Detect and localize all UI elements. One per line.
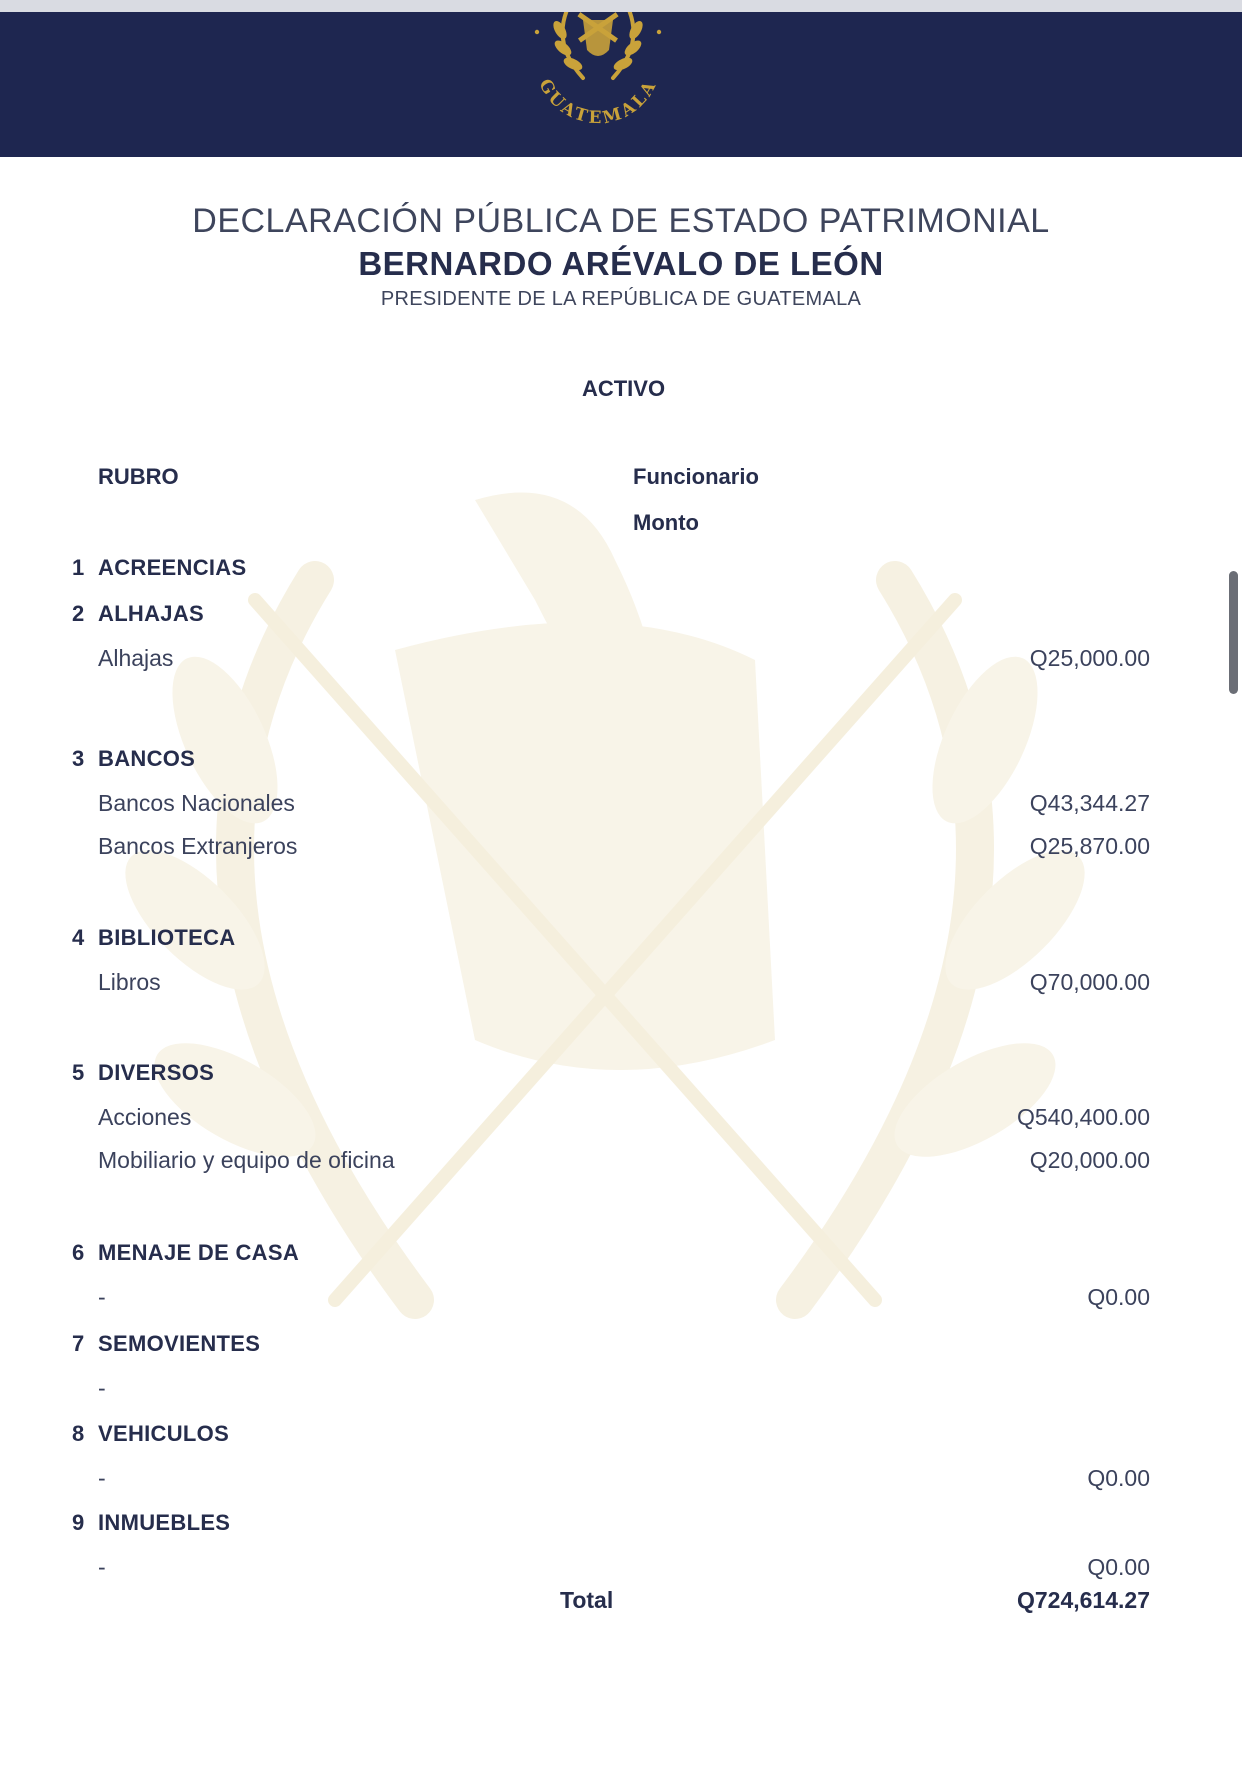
item-label: Mobiliario y equipo de oficina xyxy=(98,1147,395,1173)
item-label: Bancos Extranjeros xyxy=(98,833,298,859)
item-amount: Q0.00 xyxy=(1087,1465,1150,1491)
item-row xyxy=(0,1147,1242,1177)
item-amount: Q0.00 xyxy=(1087,1554,1150,1580)
item-row xyxy=(0,645,1242,675)
category-label: INMUEBLES xyxy=(98,1510,231,1535)
document-title: DECLARACIÓN PÚBLICA DE ESTADO PATRIMONIAL xyxy=(192,202,1050,240)
item-amount: Q540,400.00 xyxy=(1016,1104,1150,1130)
category-label: ACREENCIAS xyxy=(98,555,247,580)
header-banner xyxy=(0,12,1242,157)
item-amount: Q70,000.00 xyxy=(1029,969,1150,995)
total-label: Total xyxy=(560,1587,614,1613)
category-row xyxy=(0,1060,1242,1090)
category-label: BANCOS xyxy=(98,746,196,771)
official-name: BERNARDO ARÉVALO DE LEÓN xyxy=(358,245,884,282)
item-label: - xyxy=(98,1375,106,1401)
category-row xyxy=(0,746,1242,776)
category-number: 3 xyxy=(72,746,85,771)
item-amount: Q0.00 xyxy=(1087,1284,1150,1310)
item-label: - xyxy=(98,1465,106,1491)
category-row xyxy=(0,1240,1242,1270)
item-label: Acciones xyxy=(98,1104,192,1130)
item-amount: Q25,870.00 xyxy=(1029,833,1150,859)
category-label: DIVERSOS xyxy=(98,1060,215,1085)
guatemala-emblem-icon xyxy=(505,12,691,130)
item-row xyxy=(0,1465,1242,1495)
item-row xyxy=(0,969,1242,999)
item-row xyxy=(0,1375,1242,1405)
column-header-monto: Monto xyxy=(633,510,699,535)
section-title-activo: ACTIVO xyxy=(581,376,666,401)
browser-top-bar xyxy=(0,0,1242,12)
item-label: Libros xyxy=(98,969,161,995)
category-number: 5 xyxy=(72,1060,85,1085)
category-label: MENAJE DE CASA xyxy=(98,1240,300,1265)
total-amount: Q724,614.27 xyxy=(1016,1587,1150,1613)
category-number: 8 xyxy=(72,1421,85,1446)
category-row xyxy=(0,1421,1242,1451)
column-header-rubro: RUBRO xyxy=(98,464,179,489)
category-number: 9 xyxy=(72,1510,85,1535)
category-row xyxy=(0,925,1242,955)
item-label: Alhajas xyxy=(98,645,174,671)
item-row xyxy=(0,1284,1242,1314)
item-row xyxy=(0,790,1242,820)
total-row xyxy=(0,1587,1242,1617)
item-amount: Q43,344.27 xyxy=(1029,790,1150,816)
svg-text:GUATEMALA: GUATEMALA xyxy=(534,75,662,129)
item-row xyxy=(0,1554,1242,1584)
category-label: VEHICULOS xyxy=(98,1421,230,1446)
category-row xyxy=(0,601,1242,631)
column-header-funcionario: Funcionario xyxy=(633,464,759,489)
item-amount: Q25,000.00 xyxy=(1029,645,1150,671)
scrollbar-thumb[interactable] xyxy=(1229,571,1238,694)
item-row xyxy=(0,1104,1242,1134)
category-label: SEMOVIENTES xyxy=(98,1331,261,1356)
category-number: 1 xyxy=(72,555,85,580)
item-row xyxy=(0,833,1242,863)
category-number: 4 xyxy=(72,925,85,950)
category-row xyxy=(0,555,1242,585)
category-number: 7 xyxy=(72,1331,85,1356)
official-position: PRESIDENTE DE LA REPÚBLICA DE GUATEMALA xyxy=(380,288,862,310)
category-label: BIBLIOTECA xyxy=(98,925,236,950)
category-number: 6 xyxy=(72,1240,85,1265)
category-number: 2 xyxy=(72,601,85,626)
item-label: Bancos Nacionales xyxy=(98,790,295,816)
category-row xyxy=(0,1331,1242,1361)
category-label: ALHAJAS xyxy=(98,601,204,626)
category-row xyxy=(0,1510,1242,1540)
item-label: - xyxy=(98,1554,106,1580)
item-label: - xyxy=(98,1284,106,1310)
item-amount: Q20,000.00 xyxy=(1029,1147,1150,1173)
